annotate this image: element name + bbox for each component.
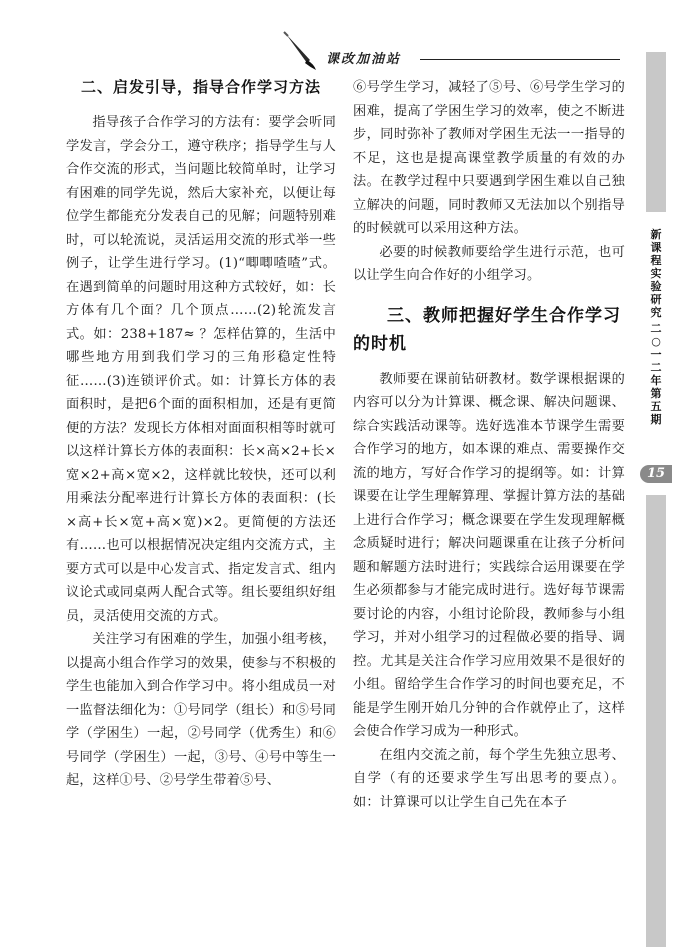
journal-name: 新课程实验研究 xyxy=(650,228,662,319)
paragraph-continued: ⑥号学生学习，减轻了⑤号、⑥号学生学习的困难，提高了学困生学习的效率，使之不断进步，同时弥补了教师对学困生无法一一指导的不足，这也是提高课堂教学质量的有效的办法。在教学过程中只要遇到学困生难以自己独立解决的问题，同时教师又无法加以个别指导的时候就可以采用这种方法。 xyxy=(353,80,625,236)
brush-pen-icon xyxy=(280,30,326,70)
header-rule xyxy=(420,59,620,60)
header-title: 课改加油站 xyxy=(326,52,402,67)
left-column xyxy=(66,70,336,793)
sidebar-band-top xyxy=(646,52,666,212)
section-heading-2: 二、启发引导，指导合作学习方法 xyxy=(80,78,321,96)
paragraph: 指导孩子合作学习的方法有：要学会听同学发言，学会分工，遵守秩序；指导学生与人合作交流的形式，当问题比较简单时，让学习有困难的同学先说，然后大家补充，以便让每位学生都能充分发表自己的见解；问题特别难时，可以轮流说，灵活运用交流的形式举一些例子，让学生进行学习。(1)“唧唧喳喳”式。在遇到简单的问题时用这种方式较好，如：长方体有几个面？几个顶点……(2)轮流发言式。如：238+187≈ ？怎样估算的，生活中哪些地方用到我们学习的三角形稳定性特征……(3)连锁评价式。如：计算长方体的表面积时，是把6个面的面积相加，还是有更简便的方法？发现长方体相对面面积相等时就可以这样计算长方体的表面积：长×高×2+长×宽×2+高×宽×2，这样就比较快，还可以利用乘法分配率进行计算长方体的表面积：(长×高+长×宽+高×宽)×2。更简便的方法还有……也可以根据情况决定组内交流方式，主要方式可以是中心发言式、指定发言式、组内议论式或同桌两人配合式等。组长要组织好组员，灵活使用交流的方式。 xyxy=(66,115,336,624)
page-number: 15 xyxy=(640,465,672,483)
section-heading-3: 三、教师把握好学生合作学习的时机 xyxy=(353,305,621,354)
issue-label: 二○一二年第五期 xyxy=(650,322,662,426)
paragraph: 在组内交流之前，每个学生先独立思考、自学（有的还要求学生写出思考的要点）。如：计算课可以让学生自己先在本子 xyxy=(353,747,625,810)
paragraph: 必要的时候教师要给学生进行示范，也可以让学生向合作好的小组学习。 xyxy=(353,244,625,283)
right-column xyxy=(353,76,625,814)
sidebar-band-bottom xyxy=(646,495,666,947)
sidebar xyxy=(634,0,680,947)
paragraph: 关注学习有困难的学生，加强小组考核，以提高小组合作学习的效果，使参与不积极的学生也能加入到合作学习中。将小组成员一对一监督法细化为：①号同学（组长）和⑤号同学（学困生）一起，②号同学（优秀生）和⑥号同学（学困生）一起，③号、④号中等生一起，这样①号、②号学生带着⑤号、 xyxy=(66,632,336,788)
running-header xyxy=(280,30,620,70)
paragraph: 教师要在课前钻研教材。数学课根据课的内容可以分为计算课、概念课、解决问题课、综合实践活动课等。选好选准本节课学生需要合作学习的地方，如本课的难点、需要操作交流的地方，写好合作学习的提纲等。如：计算课要在让学生理解算理、掌握计算方法的基础上进行合作学习；概念课要在学生发现理解概念质疑时进行；解决问题课重在让孩子分析问题和解题方法时进行；实践综合运用课要在学生必须都参与才能完成时进行。选好每节课需要讨论的内容，小组讨论阶段，教师参与小组学习，并对小组学习的过程做必要的指导、调控。尤其是关注合作学习应用效果不是很好的小组。留给学生合作学习的时间也要充足，不能是学生刚开始几分钟的合作就停止了，这样会使合作学习成为一种形式。 xyxy=(353,371,625,739)
